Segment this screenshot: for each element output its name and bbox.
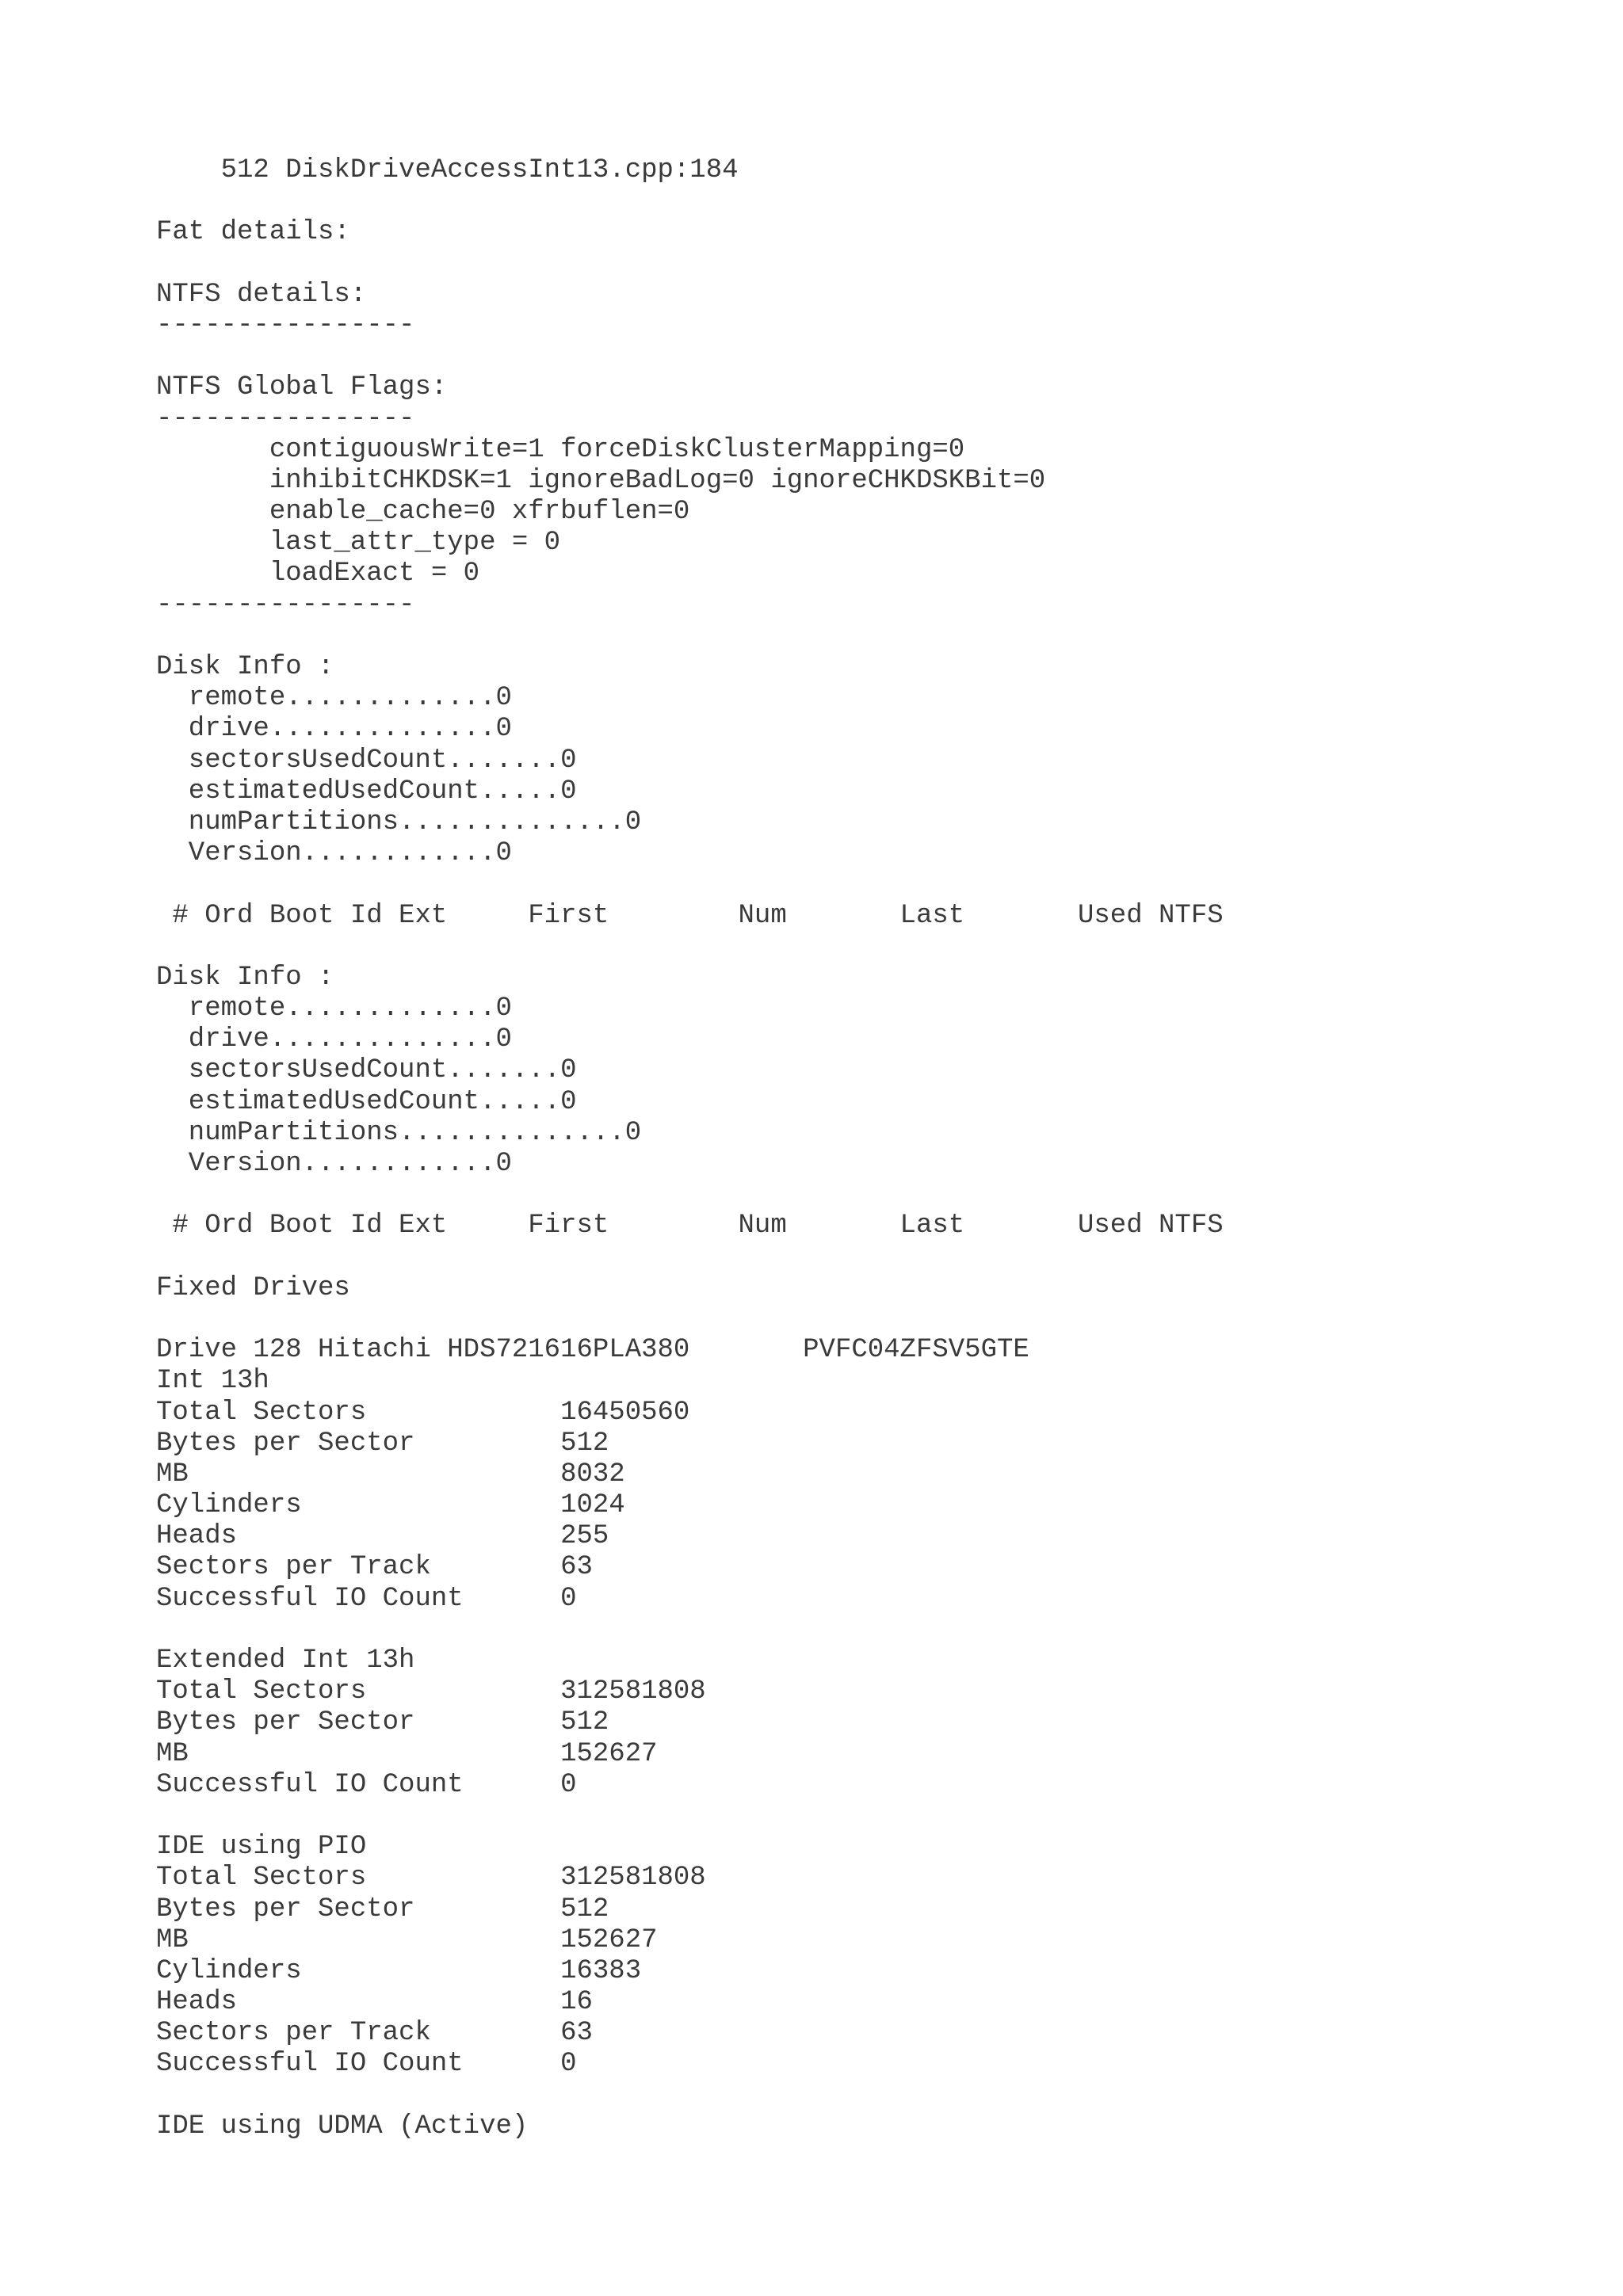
log-document bbox=[156, 155, 1623, 2142]
drive-stat-row: Successful IO Count 0 bbox=[156, 1583, 577, 1614]
drive-stat-row: Cylinders 1024 bbox=[156, 1490, 625, 1521]
blank-line bbox=[156, 1615, 1623, 1646]
blank-line bbox=[156, 1242, 1623, 1273]
divider-line: ---------------- bbox=[156, 310, 415, 341]
disk-info-field: numPartitions..............0 bbox=[156, 807, 642, 837]
drive-stat-row: Sectors per Track 63 bbox=[156, 1552, 593, 1583]
blank-line bbox=[156, 1304, 1623, 1335]
partition-table-header: # Ord Boot Id Ext First Num Last Used NTFS bbox=[156, 1211, 1224, 1241]
divider-line: ---------------- bbox=[156, 403, 415, 434]
subsection-heading-ide-pio: IDE using PIO bbox=[156, 1832, 367, 1863]
drive-stat-row: MB 8032 bbox=[156, 1459, 625, 1489]
disk-info-field: Version............0 bbox=[156, 838, 512, 869]
divider-line: ---------------- bbox=[156, 589, 415, 620]
drive-stat-row: Cylinders 16383 bbox=[156, 1955, 642, 1986]
drive-stat-row: Heads 255 bbox=[156, 1521, 609, 1552]
disk-info-field: drive..............0 bbox=[156, 714, 512, 745]
drive-stat-row: Total Sectors 16450560 bbox=[156, 1397, 690, 1428]
disk-info-field: estimatedUsedCount.....0 bbox=[156, 1086, 577, 1117]
drive-header: Drive 128 Hitachi HDS721616PLA380 PVFC04ZFSV5GTE bbox=[156, 1335, 1029, 1366]
subsection-heading-int13h: Int 13h bbox=[156, 1366, 269, 1397]
section-heading-fat-details: Fat details: bbox=[156, 217, 350, 248]
blank-line bbox=[156, 1801, 1623, 1832]
section-heading-ntfs-details: NTFS details: bbox=[156, 279, 367, 310]
blank-line bbox=[156, 249, 1623, 280]
drive-stat-row: Bytes per Sector 512 bbox=[156, 1707, 609, 1738]
blank-line bbox=[156, 869, 1623, 900]
flag-line: last_attr_type = 0 bbox=[156, 528, 561, 559]
drive-stat-row: Successful IO Count 0 bbox=[156, 2049, 577, 2080]
section-heading-disk-info: Disk Info : bbox=[156, 652, 334, 682]
disk-info-field: sectorsUsedCount.......0 bbox=[156, 745, 577, 776]
blank-line bbox=[156, 1180, 1623, 1211]
section-heading-ntfs-global-flags: NTFS Global Flags: bbox=[156, 372, 448, 403]
partition-table-header: # Ord Boot Id Ext First Num Last Used NTFS bbox=[156, 900, 1224, 931]
flag-line: loadExact = 0 bbox=[156, 559, 480, 589]
drive-stat-row: Successful IO Count 0 bbox=[156, 1769, 577, 1800]
blank-line bbox=[156, 186, 1623, 217]
blank-line bbox=[156, 932, 1623, 963]
drive-stat-row: MB 152627 bbox=[156, 1924, 658, 1955]
flag-line: enable_cache=0 xfrbuflen=0 bbox=[156, 497, 690, 528]
section-heading-disk-info: Disk Info : bbox=[156, 962, 334, 993]
disk-info-field: estimatedUsedCount.....0 bbox=[156, 776, 577, 807]
section-heading-fixed-drives: Fixed Drives bbox=[156, 1272, 350, 1303]
subsection-heading-extended-int13h: Extended Int 13h bbox=[156, 1646, 415, 1676]
disk-info-field: remote.............0 bbox=[156, 683, 512, 714]
drive-stat-row: Sectors per Track 63 bbox=[156, 2018, 593, 2049]
drive-stat-row: Total Sectors 312581808 bbox=[156, 1676, 706, 1707]
disk-info-field: Version............0 bbox=[156, 1149, 512, 1179]
subsection-heading-ide-udma: IDE using UDMA (Active) bbox=[156, 2111, 529, 2142]
disk-info-field: remote.............0 bbox=[156, 994, 512, 1024]
blank-line bbox=[156, 2081, 1623, 2111]
drive-stat-row: Bytes per Sector 512 bbox=[156, 1428, 609, 1459]
drive-stat-row: Total Sectors 312581808 bbox=[156, 1863, 706, 1894]
disk-info-field: sectorsUsedCount.......0 bbox=[156, 1055, 577, 1086]
blank-line bbox=[156, 341, 1623, 372]
flag-line: contiguousWrite=1 forceDiskClusterMapping=0 bbox=[156, 434, 965, 465]
disk-info-field: numPartitions..............0 bbox=[156, 1117, 642, 1148]
drive-stat-row: Bytes per Sector 512 bbox=[156, 1894, 609, 1924]
drive-stat-row: Heads 16 bbox=[156, 1987, 593, 2018]
disk-info-field: drive..............0 bbox=[156, 1024, 512, 1055]
flag-line: inhibitCHKDSK=1 ignoreBadLog=0 ignoreCHKDSKBit=0 bbox=[156, 465, 1046, 496]
drive-stat-row: MB 152627 bbox=[156, 1738, 658, 1769]
text-line: 512 DiskDriveAccessInt13.cpp:184 bbox=[156, 155, 739, 185]
blank-line bbox=[156, 621, 1623, 652]
